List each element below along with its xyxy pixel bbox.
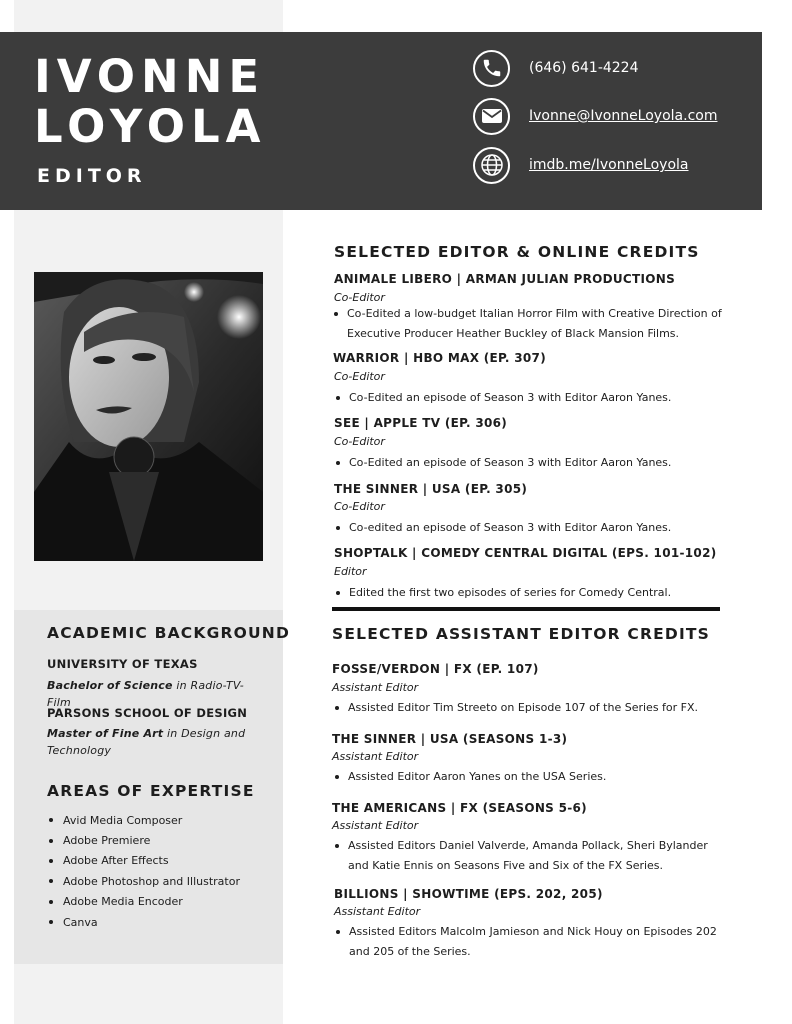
phone-icon (473, 50, 510, 87)
expertise-heading: AREAS OF EXPERTISE (47, 782, 255, 800)
degree-title: Master of Fine Art (47, 727, 164, 740)
expertise-list (47, 810, 240, 932)
credit-role: Assistant Editor (332, 819, 419, 832)
credit-title: FOSSE/VERDON | FX (EP. 107) (332, 662, 539, 676)
bullet-icon (336, 461, 340, 465)
list-item: Adobe Photoshop and Illustrator (47, 871, 240, 891)
editor-credits-heading: SELECTED EDITOR & ONLINE CREDITS (334, 243, 700, 261)
bullet-icon (49, 818, 53, 822)
bullet-icon (49, 839, 53, 843)
first-name: IVONNE (34, 50, 266, 103)
credit-description: Co-Edited an episode of Season 3 with Editor Aaron Yanes. (336, 453, 726, 473)
bullet-icon (336, 591, 340, 595)
bullet-icon (334, 312, 338, 316)
credit-title: SEE | APPLE TV (EP. 306) (334, 416, 508, 430)
credit-role: Assistant Editor (332, 750, 419, 763)
contact-website-row[interactable] (473, 146, 743, 184)
degree-field: in Radio-TV-Film (47, 679, 244, 709)
portrait-photo (34, 272, 263, 561)
school-name: UNIVERSITY OF TEXAS (47, 657, 198, 671)
credit-description: Assisted Editors Malcolm Jamieson and Nick Houy on Episodes 202 and 205 of the Series. (336, 922, 726, 962)
credit-title: ANIMALE LIBERO | ARMAN JULIAN PRODUCTIONS (334, 272, 676, 286)
degree-field: in Design and Technology (47, 727, 246, 757)
section-divider (332, 607, 720, 611)
degree-title: Bachelor of Science (47, 679, 173, 692)
last-name: LOYOLA (34, 100, 267, 153)
email-link[interactable]: Ivonne@IvonneLoyola.com (529, 108, 718, 124)
contact-phone-row (473, 49, 743, 87)
credit-title: THE SINNER | USA (SEASONS 1-3) (332, 732, 568, 746)
credit-title: BILLIONS | SHOWTIME (EPS. 202, 205) (334, 887, 603, 901)
list-item: Adobe Premiere (47, 830, 240, 850)
credit-role: Co-Editor (334, 500, 385, 513)
credit-title: THE SINNER | USA (EP. 305) (334, 482, 528, 496)
list-item: Adobe After Effects (47, 851, 240, 871)
degree-line (47, 725, 267, 759)
academic-heading: ACADEMIC BACKGROUND (47, 624, 291, 642)
credit-role: Editor (334, 565, 367, 578)
bullet-icon (336, 930, 340, 934)
credit-description: Co-Edited an episode of Season 3 with Editor Aaron Yanes. (336, 388, 726, 408)
list-item: Canva (47, 912, 240, 932)
bullet-icon (336, 526, 340, 530)
envelope-icon (473, 98, 510, 135)
credit-role: Co-Editor (334, 435, 385, 448)
contact-email-row[interactable] (473, 97, 743, 135)
credit-title: THE AMERICANS | FX (SEASONS 5-6) (332, 801, 587, 815)
bullet-icon (335, 844, 339, 848)
bullet-icon (49, 920, 53, 924)
bullet-icon (336, 396, 340, 400)
credit-description: Co-Edited a low-budget Italian Horror Film with Creative Direction of Executive Producer Heather Buckley of Black Mansion Films. (334, 304, 724, 344)
credit-title: SHOPTALK | COMEDY CENTRAL DIGITAL (EPS. 101-102) (334, 546, 717, 560)
credit-description: Assisted Editors Daniel Valverde, Amanda Pollack, Sheri Bylander and Katie Ennis on Seasons Five and Six of the FX Series. (335, 836, 725, 876)
credit-role: Assistant Editor (334, 905, 421, 918)
credit-description: Co-edited an episode of Season 3 with Editor Aaron Yanes. (336, 518, 726, 538)
bullet-icon (49, 879, 53, 883)
job-title: EDITOR (37, 165, 147, 187)
bullet-icon (49, 900, 53, 904)
credit-title: WARRIOR | HBO MAX (EP. 307) (333, 351, 546, 365)
credit-description: Assisted Editor Aaron Yanes on the USA Series. (335, 767, 725, 787)
globe-icon (473, 147, 510, 184)
credit-role: Assistant Editor (332, 681, 419, 694)
assistant-credits-heading: SELECTED ASSISTANT EDITOR CREDITS (332, 625, 711, 643)
website-link[interactable]: imdb.me/IvonneLoyola (529, 157, 689, 173)
credit-description: Assisted Editor Tim Streeto on Episode 107 of the Series for FX. (335, 698, 725, 718)
school-name: PARSONS SCHOOL OF DESIGN (47, 706, 248, 720)
credit-description: Edited the first two episodes of series for Comedy Central. (336, 583, 726, 603)
bullet-icon (335, 706, 339, 710)
list-item: Adobe Media Encoder (47, 892, 240, 912)
bullet-icon (49, 859, 53, 863)
bullet-icon (335, 775, 339, 779)
phone-number: (646) 641-4224 (529, 60, 639, 76)
credit-role: Co-Editor (334, 370, 385, 383)
credit-role: Co-Editor (334, 291, 385, 304)
list-item: Avid Media Composer (47, 810, 240, 830)
